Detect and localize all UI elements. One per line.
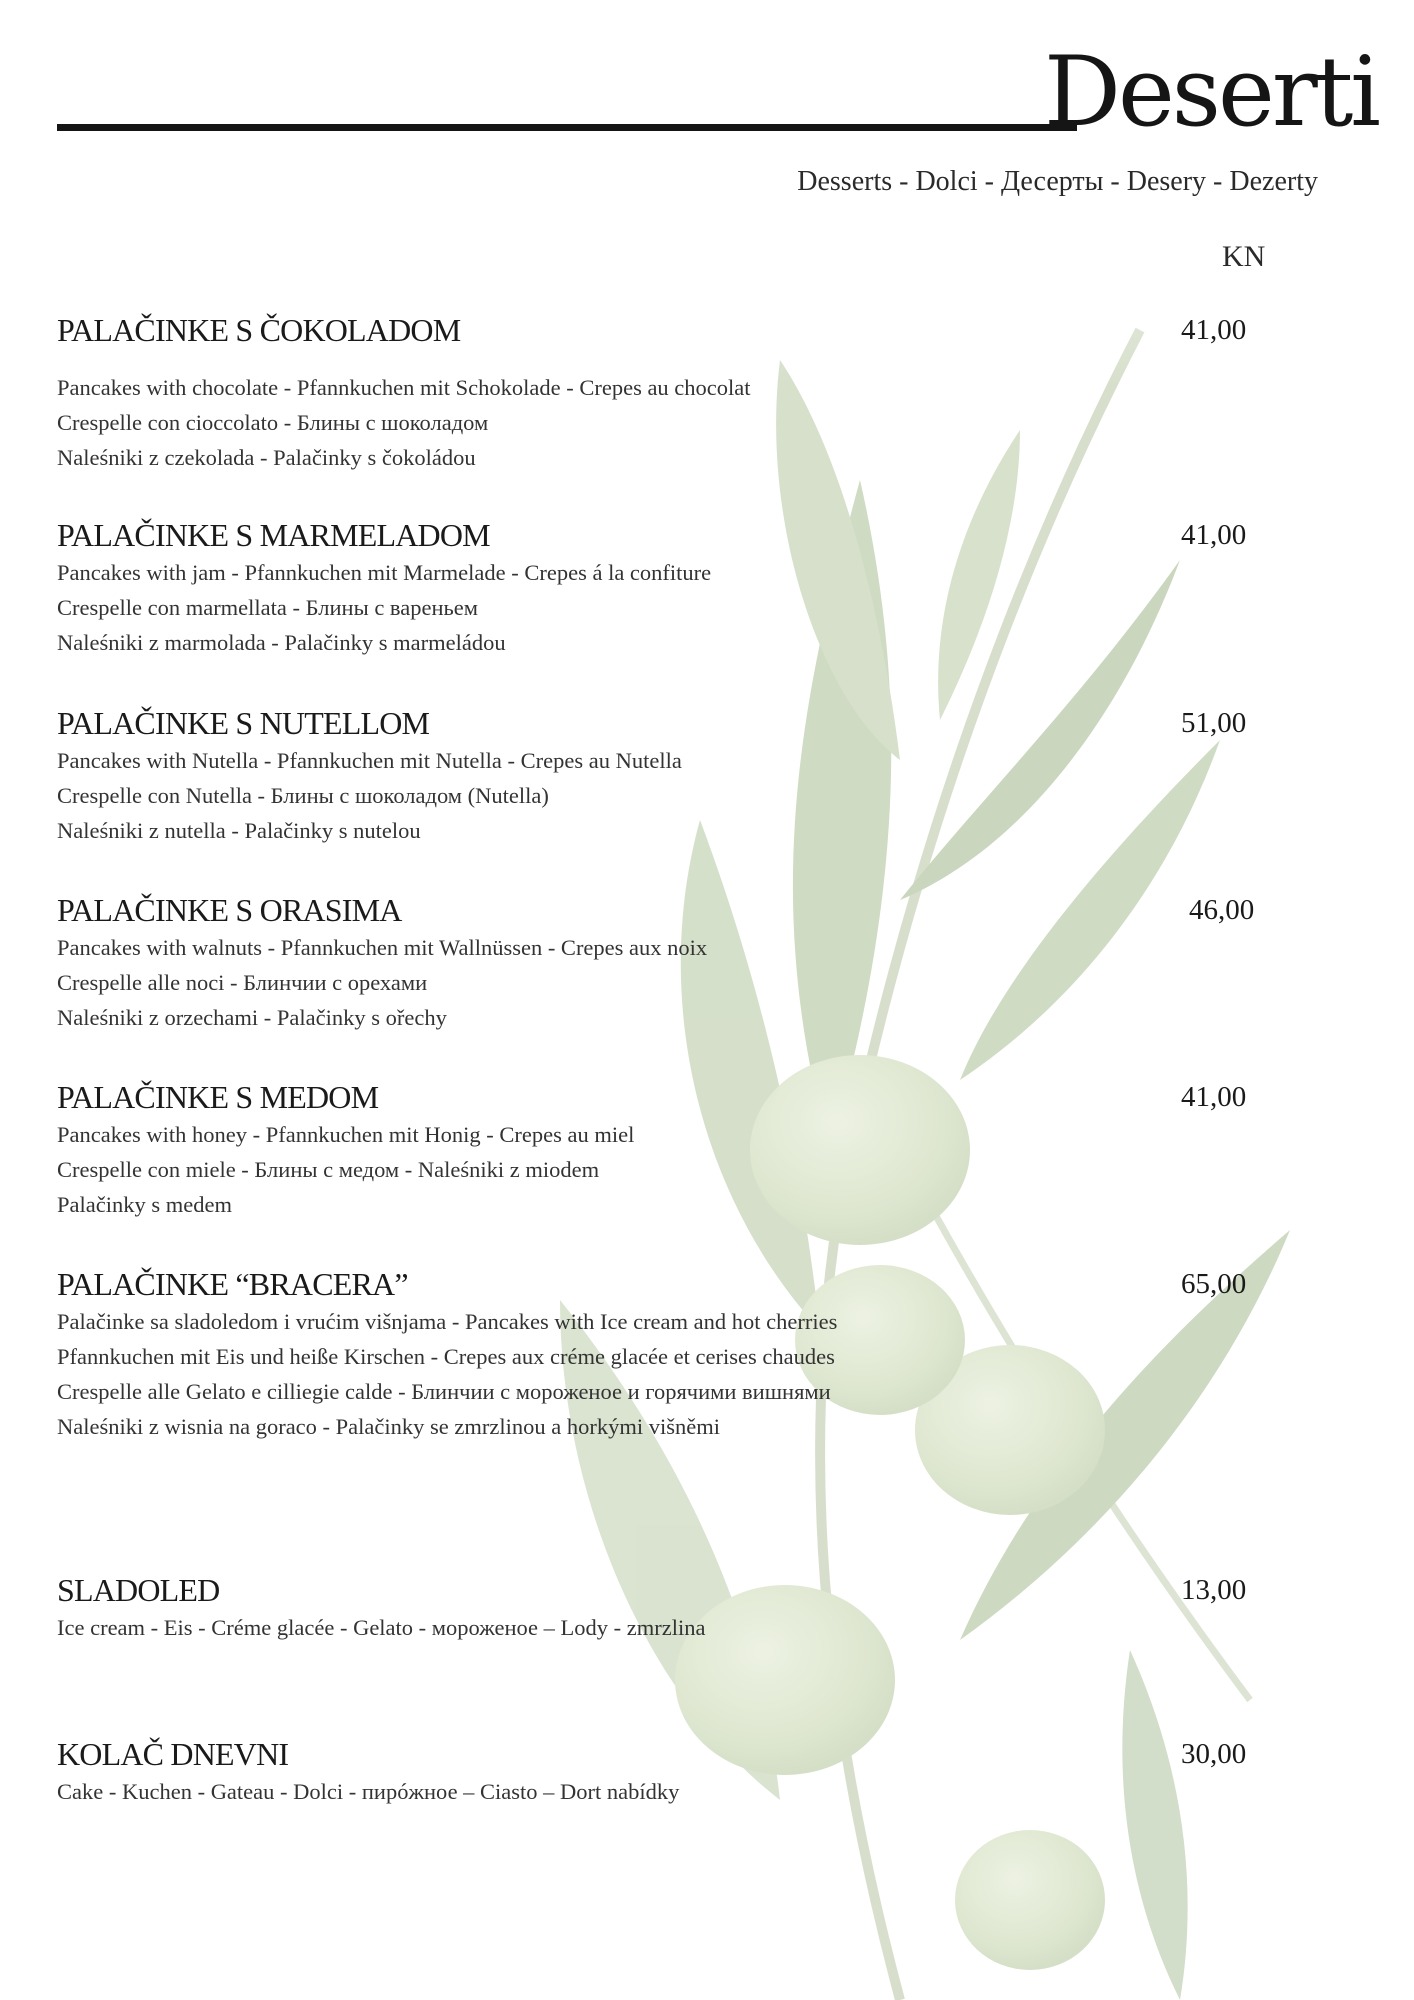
page-title: Deserti xyxy=(1043,36,1378,148)
item-name: PALAČINKE “BRACERA” xyxy=(57,1266,408,1302)
item-price: 46,00 xyxy=(1189,894,1255,926)
description-line: Naleśniki z marmolada - Palačinky s marmeládou xyxy=(57,630,506,655)
currency-label: KN xyxy=(1222,240,1266,273)
description-line: Palačinky s medem xyxy=(57,1192,232,1217)
menu-item xyxy=(57,1734,1357,1809)
item-description xyxy=(57,370,1357,475)
item-description xyxy=(57,1774,1357,1809)
item-description xyxy=(57,1610,1357,1645)
description-line: Pancakes with walnuts - Pfannkuchen mit Wallnüssen - Crepes aux noix xyxy=(57,935,708,960)
item-description xyxy=(57,1117,1357,1222)
menu-item xyxy=(57,310,1357,475)
item-price: 30,00 xyxy=(1181,1738,1247,1770)
description-line: Pancakes with Nutella - Pfannkuchen mit Nutella - Crepes au Nutella xyxy=(57,748,682,773)
description-line: Naleśniki z nutella - Palačinky s nutelou xyxy=(57,818,421,843)
item-price: 41,00 xyxy=(1181,1081,1247,1113)
description-line: Crespelle con cioccolato - Блины с шоколадом xyxy=(57,410,489,435)
description-line: Crespelle con Nutella - Блины с шоколадом (Nutella) xyxy=(57,783,549,808)
item-price: 51,00 xyxy=(1181,707,1247,739)
item-price: 65,00 xyxy=(1181,1268,1247,1300)
menu-item xyxy=(57,1077,1357,1222)
olive-fruit xyxy=(955,1830,1105,1970)
header-rule xyxy=(57,124,1077,131)
item-description xyxy=(57,555,1357,660)
description-line: Naleśniki z wisnia na goraco - Palačinky se zmrzlinou a horkými višněmi xyxy=(57,1414,720,1439)
olive-leaf xyxy=(1122,1650,1187,2000)
item-name: PALAČINKE S NUTELLOM xyxy=(57,705,430,741)
item-price: 41,00 xyxy=(1181,314,1247,346)
description-line: Pfannkuchen mit Eis und heiße Kirschen - Crepes aux créme glacée et cerises chaudes xyxy=(57,1344,835,1369)
description-line: Naleśniki z czekolada - Palačinky s čokoládou xyxy=(57,445,476,470)
item-description xyxy=(57,930,1357,1035)
item-name: PALAČINKE S MEDOM xyxy=(57,1079,379,1115)
description-line: Cake - Kuchen - Gateau - Dolci - пирóжное – Ciasto – Dort nabídky xyxy=(57,1779,680,1804)
description-line: Crespelle alle noci - Блинчии с орехами xyxy=(57,970,428,995)
menu-item xyxy=(57,890,1357,1035)
item-name: PALAČINKE S ORASIMA xyxy=(57,892,402,928)
item-price: 13,00 xyxy=(1181,1574,1247,1606)
description-line: Crespelle con miele - Блины с медом - Naleśniki z miodem xyxy=(57,1157,600,1182)
description-line: Crespelle con marmellata - Блины с вареньем xyxy=(57,595,479,620)
description-line: Pancakes with honey - Pfannkuchen mit Honig - Crepes au miel xyxy=(57,1122,635,1147)
description-line: Pancakes with chocolate - Pfannkuchen mit Schokolade - Crepes au chocolat xyxy=(57,375,751,400)
page-subtitle: Desserts - Dolci - Десерты - Desery - Dezerty xyxy=(797,166,1318,197)
description-line: Pancakes with jam - Pfannkuchen mit Marmelade - Crepes á la confiture xyxy=(57,560,712,585)
item-price: 41,00 xyxy=(1181,519,1247,551)
description-line: Palačinke sa sladoledom i vrućim višnjama - Pancakes with Ice cream and hot cherries xyxy=(57,1309,838,1334)
item-description xyxy=(57,1304,1357,1444)
menu-item xyxy=(57,1264,1357,1444)
item-description xyxy=(57,743,1357,848)
item-name: SLADOLED xyxy=(57,1572,220,1608)
item-name: KOLAČ DNEVNI xyxy=(57,1736,289,1772)
description-line: Crespelle alle Gelato e cilliegie calde - Блинчии с мороженое и горячими вишнями xyxy=(57,1379,831,1404)
item-name: PALAČINKE S ČOKOLADOM xyxy=(57,312,461,348)
menu-item xyxy=(57,1570,1357,1645)
description-line: Naleśniki z orzechami - Palačinky s ořechy xyxy=(57,1005,447,1030)
item-name: PALAČINKE S MARMELADOM xyxy=(57,517,490,553)
description-line: Ice cream - Eis - Créme glacée - Gelato - мороженое – Lody - zmrzlina xyxy=(57,1615,706,1640)
menu-item xyxy=(57,703,1357,848)
menu-item xyxy=(57,515,1357,660)
